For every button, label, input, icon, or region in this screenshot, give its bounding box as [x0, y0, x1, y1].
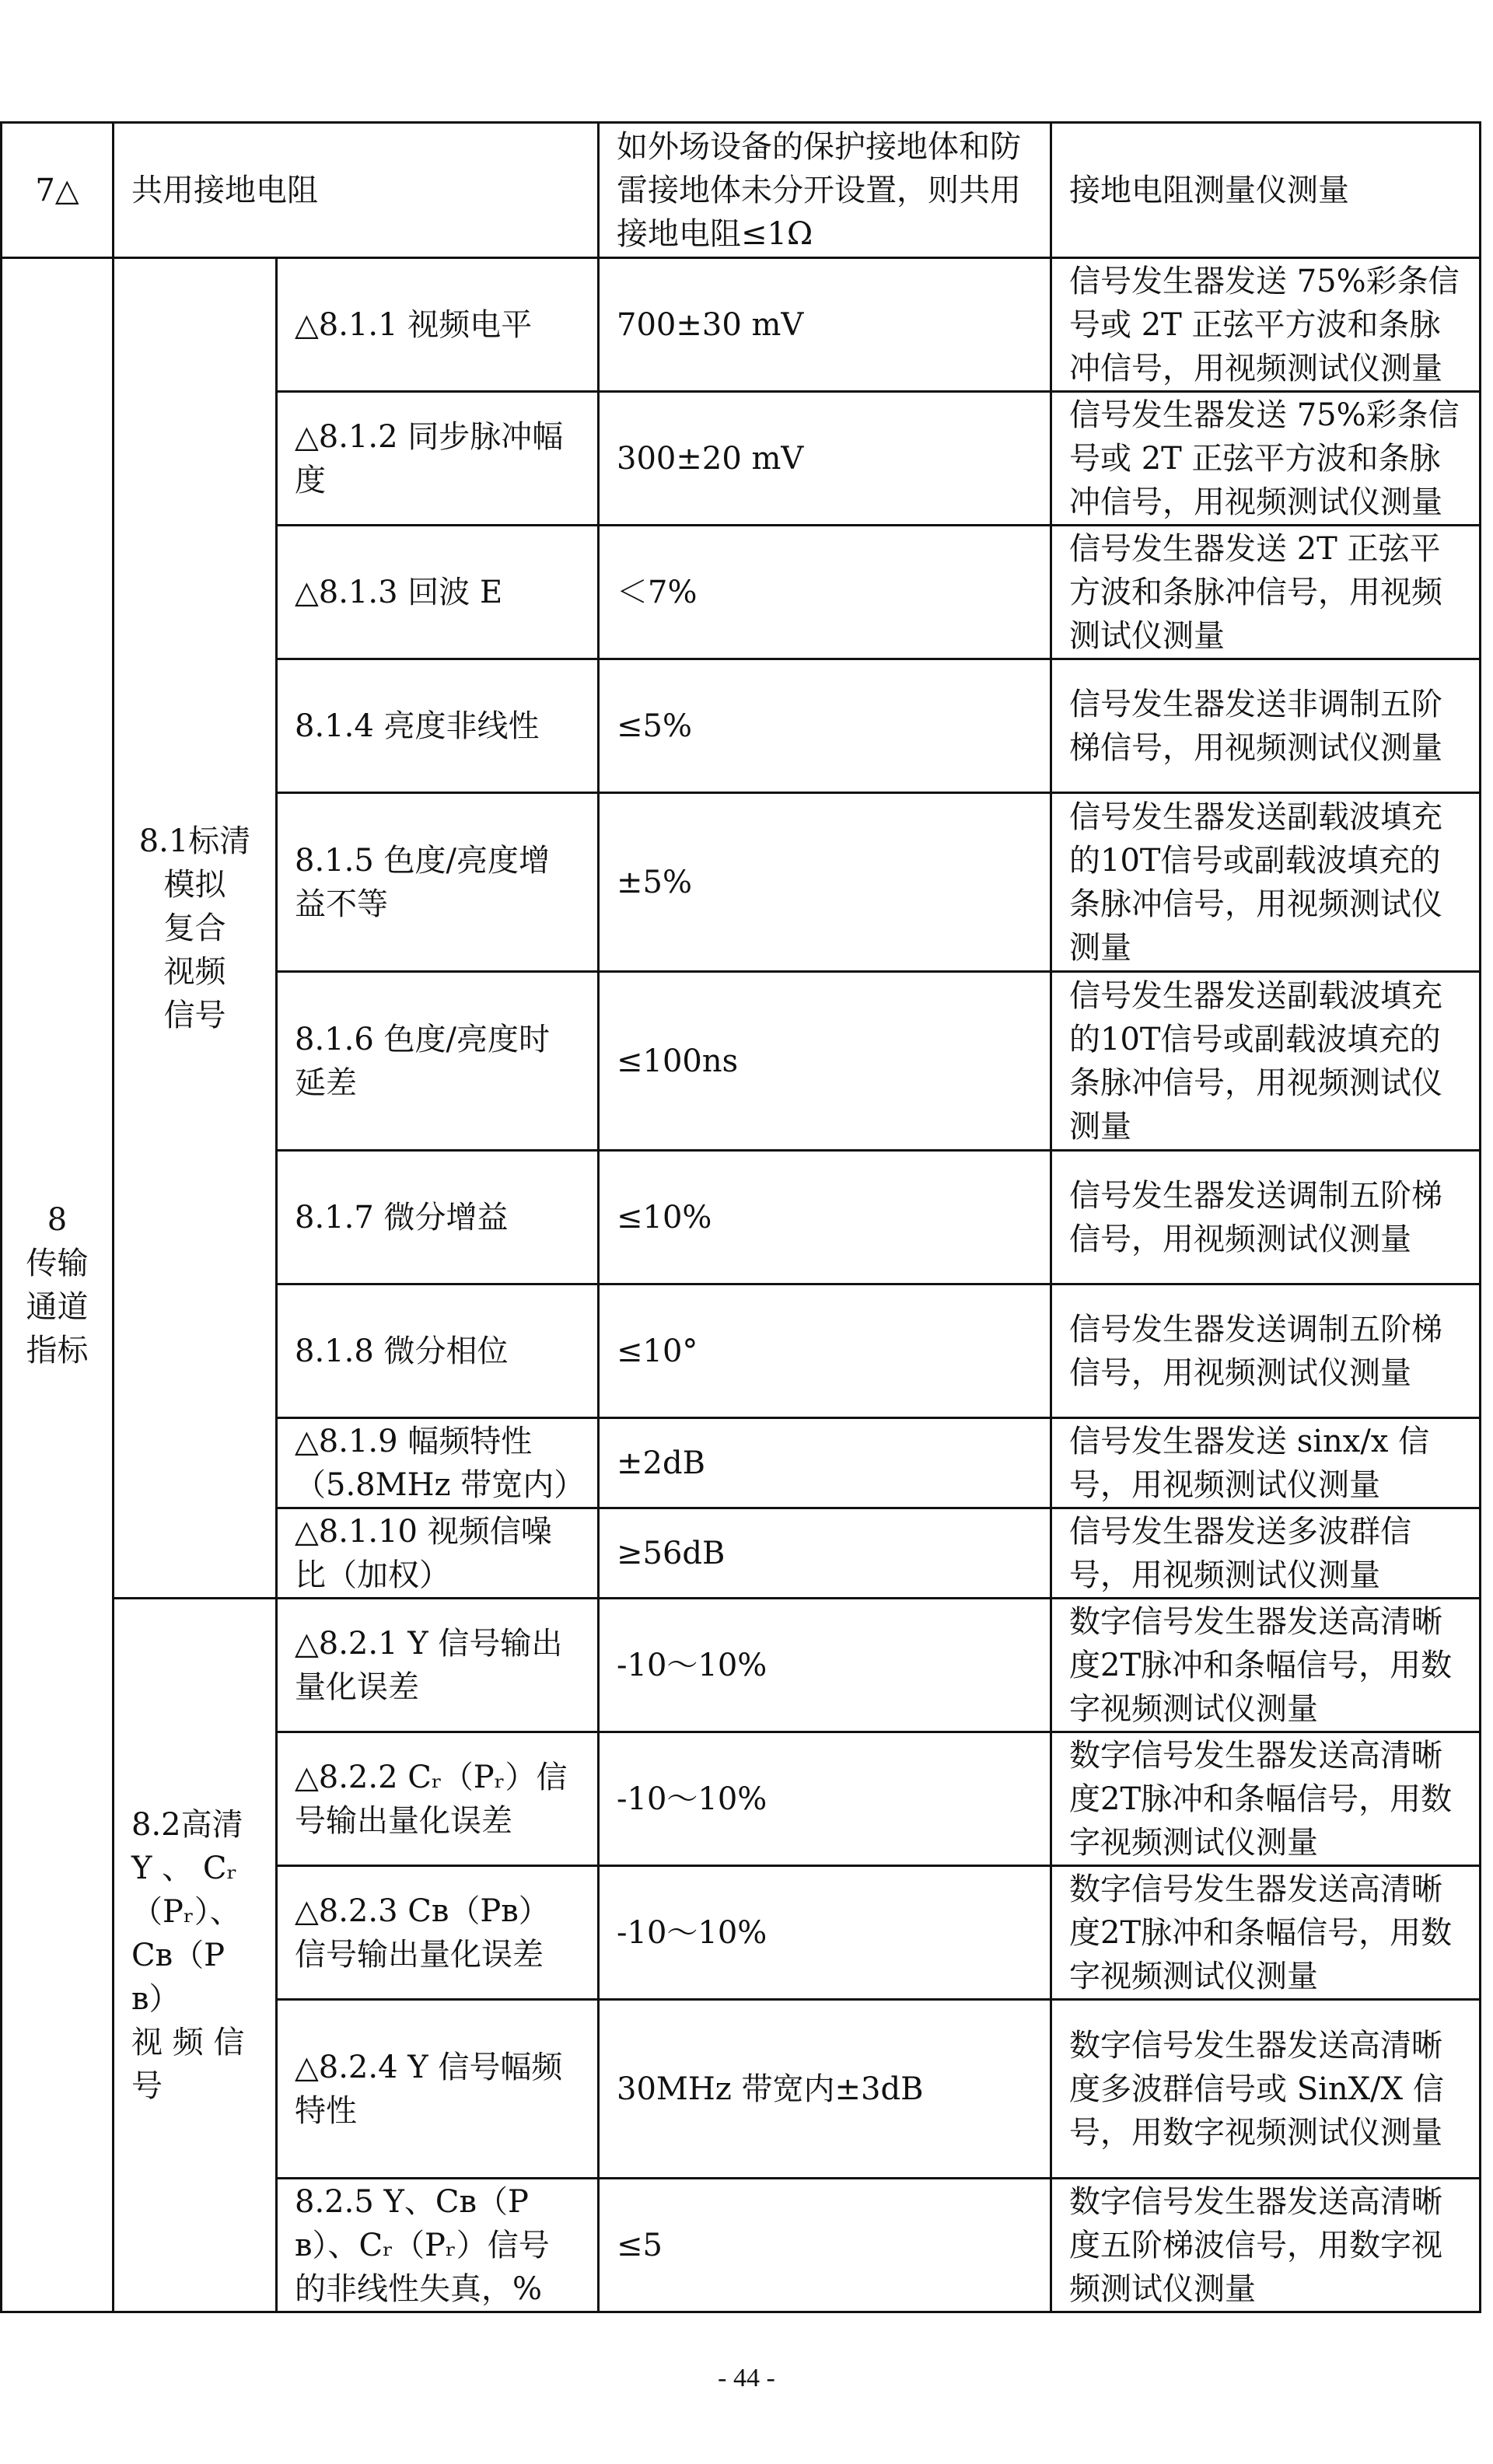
item-name: △8.1.1 视频电平: [277, 258, 599, 392]
test-method: 信号发生器发送非调制五阶梯信号，用视频测试仪测量: [1051, 659, 1481, 793]
item-name: 8.1.5 色度/亮度增益不等: [277, 793, 599, 972]
table-row: [2, 258, 1481, 392]
item-name: 8.1.6 色度/亮度时延差: [277, 972, 599, 1151]
item-name: 8.2.5 Y、Cʙ（Pʙ）、Cᵣ（Pᵣ）信号的非线性失真，%: [277, 2179, 599, 2312]
item-name: △8.2.3 Cʙ（Pʙ）信号输出量化误差: [277, 1866, 599, 2000]
standard-value: ≤5%: [599, 659, 1051, 793]
table-row: [2, 1599, 1481, 1732]
standard-value: -10～10%: [599, 1866, 1051, 2000]
item-name: △8.1.9 幅频特性（5.8MHz 带宽内）: [277, 1418, 599, 1508]
item-name: 8.1.8 微分相位: [277, 1284, 599, 1418]
test-method: 信号发生器发送调制五阶梯信号，用视频测试仪测量: [1051, 1284, 1481, 1418]
standard-value: ≤10%: [599, 1151, 1051, 1284]
standard-value: ≤5: [599, 2179, 1051, 2312]
test-method: 信号发生器发送副载波填充的10T信号或副载波填充的条脉冲信号，用视频测试仪测量: [1051, 793, 1481, 972]
item-name: 8.1.7 微分增益: [277, 1151, 599, 1284]
test-method: 数字信号发生器发送高清晰度2T脉冲和条幅信号，用数字视频测试仪测量: [1051, 1599, 1481, 1732]
standard-value: 30MHz 带宽内±3dB: [599, 2000, 1051, 2179]
standard-value: ＜7%: [599, 526, 1051, 659]
page-number: - 44 -: [718, 2364, 775, 2392]
item-name: △8.1.3 回波 E: [277, 526, 599, 659]
item-name: △8.1.10 视频信噪比（加权）: [277, 1508, 599, 1599]
standard-value: -10～10%: [599, 1732, 1051, 1866]
test-method: 数字信号发生器发送高清晰度五阶梯波信号，用数字视频测试仪测量: [1051, 2179, 1481, 2312]
test-method: 数字信号发生器发送高清晰度多波群信号或 SinX/X 信号，用数字视频测试仪测量: [1051, 2000, 1481, 2179]
standard-value: ≤10°: [599, 1284, 1051, 1418]
test-method: 信号发生器发送 sinx/x 信号，用视频测试仪测量: [1051, 1418, 1481, 1508]
standard-value: ≥56dB: [599, 1508, 1051, 1599]
spec-table: [0, 121, 1481, 2313]
item-name: △8.1.2 同步脉冲幅度: [277, 392, 599, 526]
test-method: 信号发生器发送调制五阶梯信号，用视频测试仪测量: [1051, 1151, 1481, 1284]
group-label: 8.2高清 Y 、 Cᵣ（Pᵣ）、 Cʙ（Pʙ） 视 频 信 号: [114, 1599, 277, 2312]
item-name: 共用接地电阻: [114, 123, 599, 258]
standard-value: ±5%: [599, 793, 1051, 972]
test-method: 接地电阻测量仪测量: [1051, 123, 1481, 258]
test-method: 信号发生器发送 75%彩条信号或 2T 正弦平方波和条脉冲信号，用视频测试仪测量: [1051, 258, 1481, 392]
standard-value: 700±30 mV: [599, 258, 1051, 392]
table-row: [2, 123, 1481, 258]
group-label: 8.1标清 模拟 复合 视频 信号: [114, 258, 277, 1599]
item-name: △8.2.4 Y 信号幅频特性: [277, 2000, 599, 2179]
test-method: 数字信号发生器发送高清晰度2T脉冲和条幅信号，用数字视频测试仪测量: [1051, 1732, 1481, 1866]
standard-value: ±2dB: [599, 1418, 1051, 1508]
item-number: 7△: [2, 123, 114, 258]
test-method: 信号发生器发送 2T 正弦平方波和条脉冲信号，用视频测试仪测量: [1051, 526, 1481, 659]
standard-value: ≤100ns: [599, 972, 1051, 1151]
item-name: △8.2.2 Cᵣ（Pᵣ）信号输出量化误差: [277, 1732, 599, 1866]
test-method: 信号发生器发送多波群信号，用视频测试仪测量: [1051, 1508, 1481, 1599]
item-name: △8.2.1 Y 信号输出量化误差: [277, 1599, 599, 1732]
test-method: 信号发生器发送副载波填充的10T信号或副载波填充的条脉冲信号，用视频测试仪测量: [1051, 972, 1481, 1151]
test-method: 信号发生器发送 75%彩条信号或 2T 正弦平方波和条脉冲信号，用视频测试仪测量: [1051, 392, 1481, 526]
section-label: 8 传输 通道 指标: [2, 258, 114, 2312]
standard-value: 如外场设备的保护接地体和防雷接地体未分开设置，则共用接地电阻≤1Ω: [599, 123, 1051, 258]
standard-value: -10～10%: [599, 1599, 1051, 1732]
item-name: 8.1.4 亮度非线性: [277, 659, 599, 793]
standard-value: 300±20 mV: [599, 392, 1051, 526]
test-method: 数字信号发生器发送高清晰度2T脉冲和条幅信号，用数字视频测试仪测量: [1051, 1866, 1481, 2000]
